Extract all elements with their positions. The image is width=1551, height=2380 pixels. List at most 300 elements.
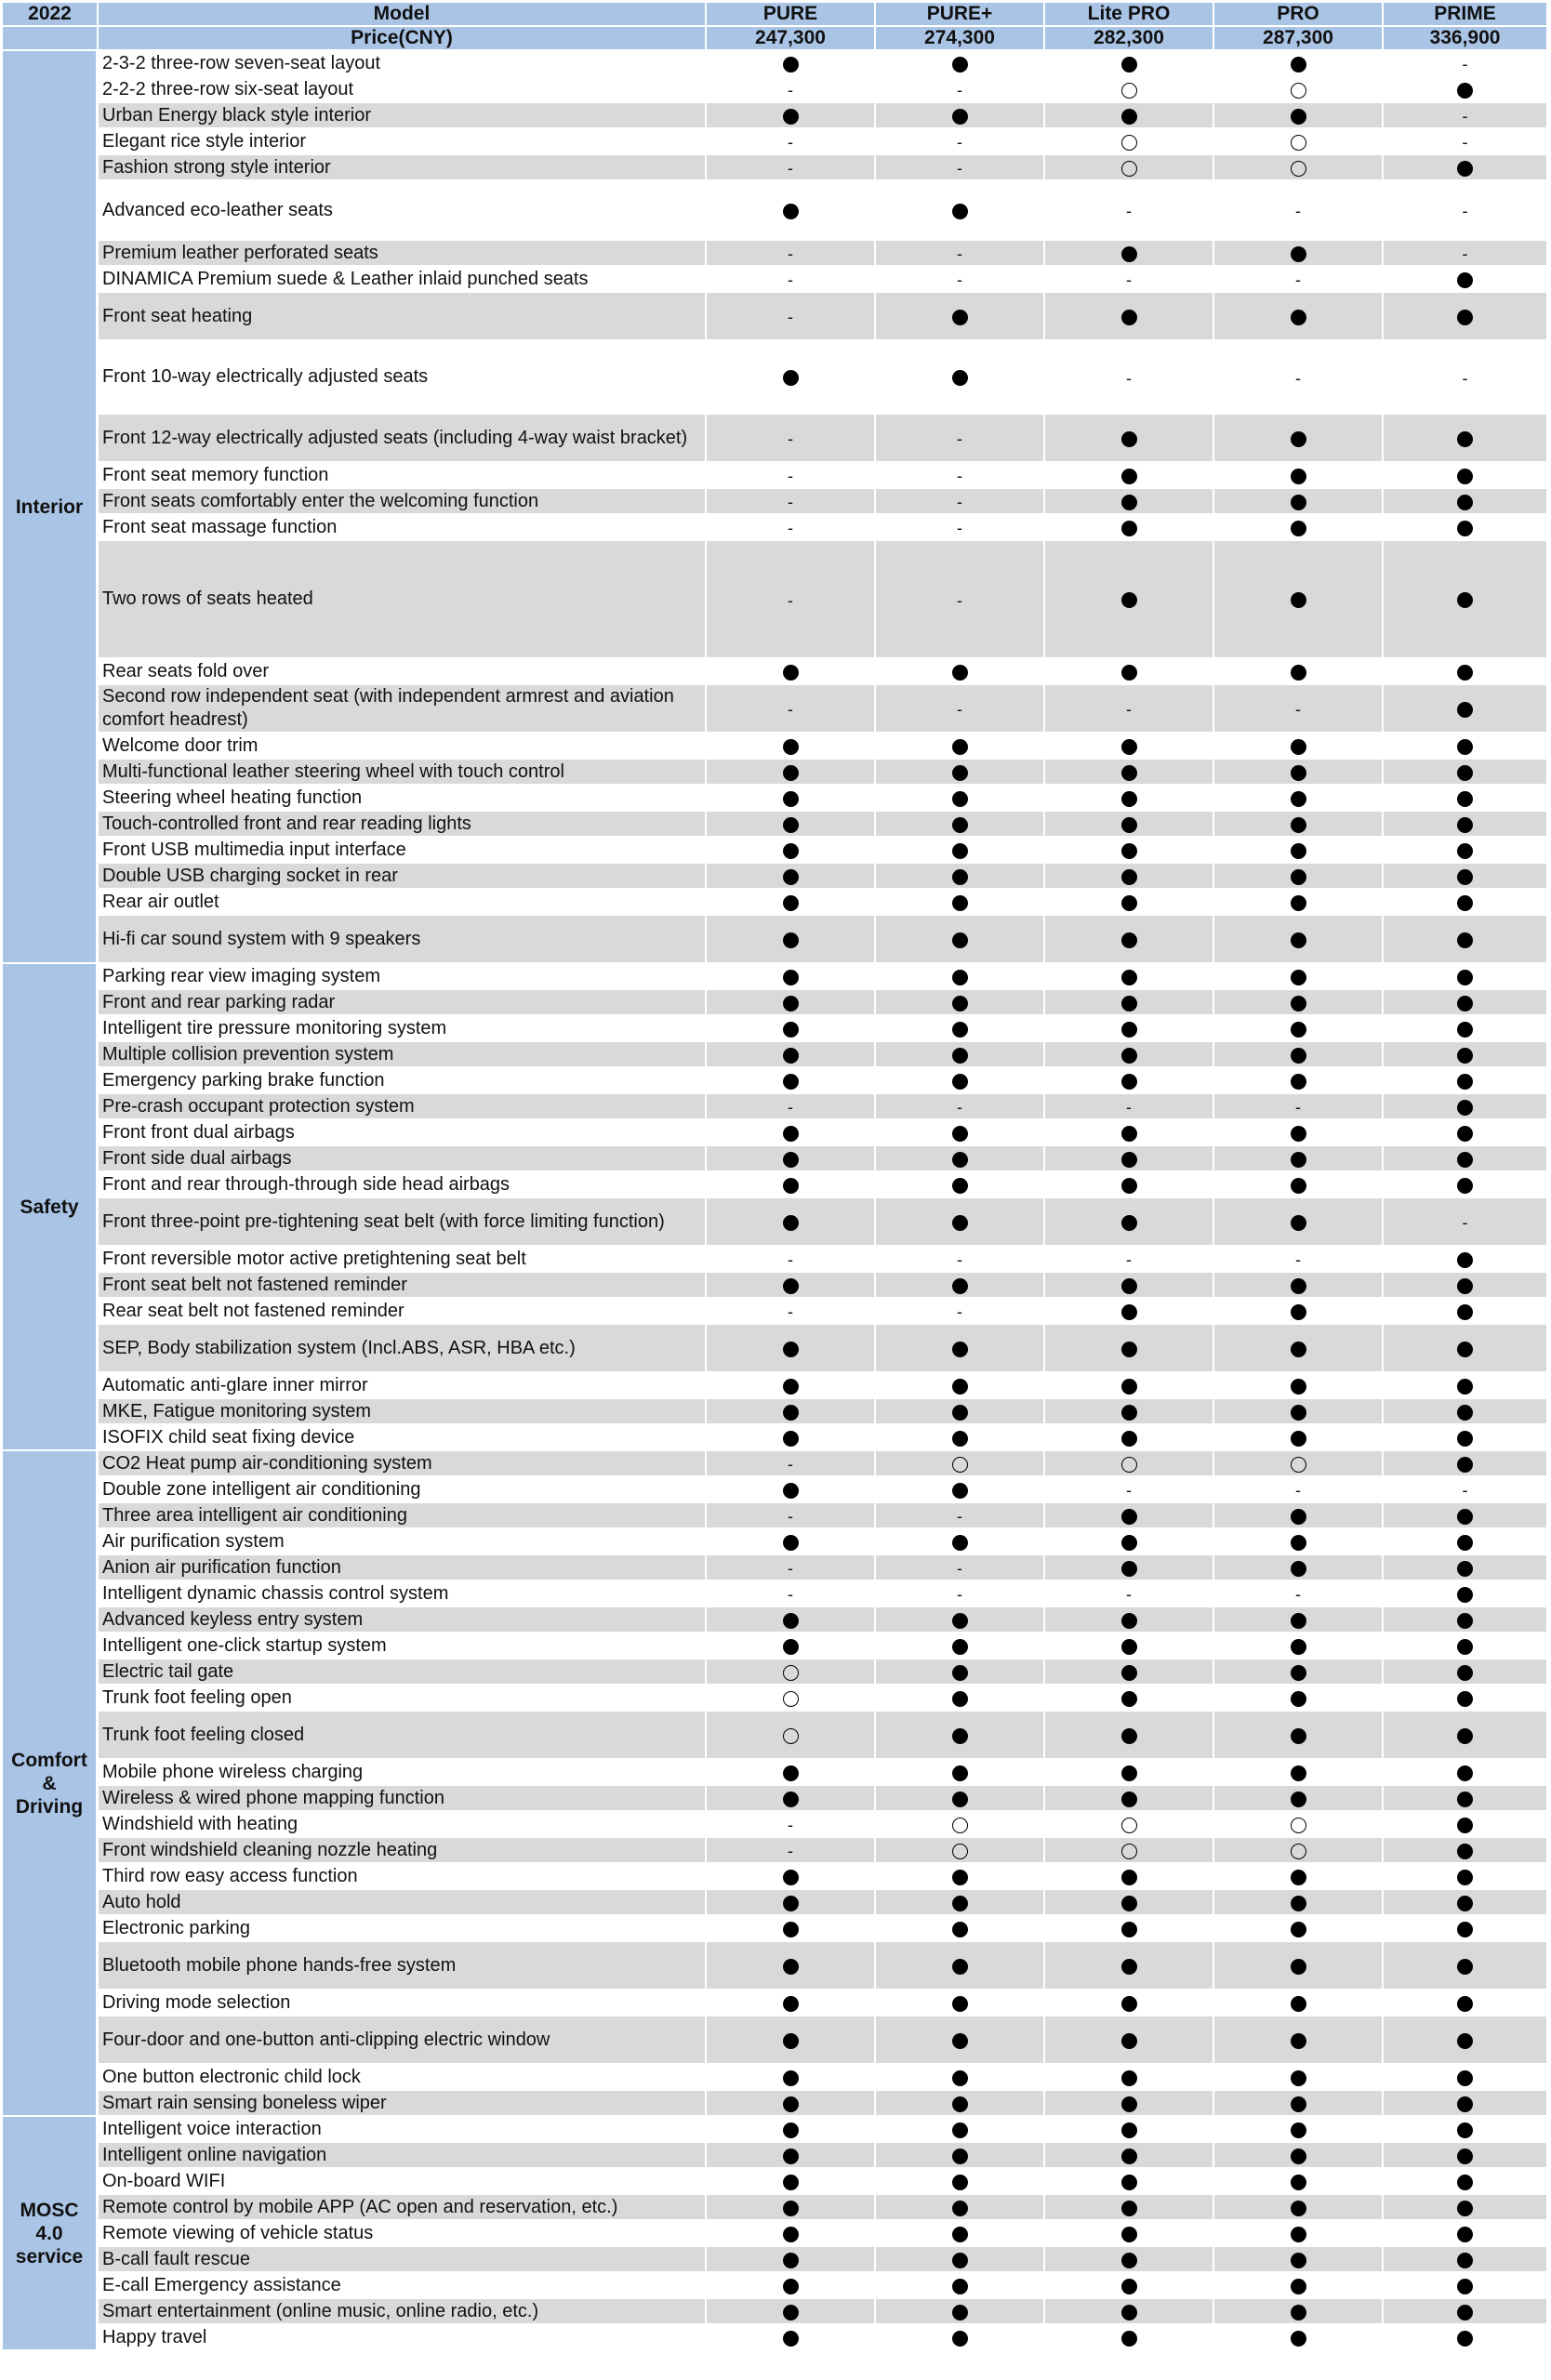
optional-circle-icon: [1291, 1457, 1306, 1473]
standard-dot-icon: [1121, 495, 1137, 510]
standard-dot-icon: [952, 1215, 968, 1231]
feature-label: Bluetooth mobile phone hands-free system: [99, 1942, 707, 1990]
availability-cell-lite-pro: [1045, 1273, 1214, 1299]
availability-cell-pro: [1214, 267, 1384, 293]
availability-cell-pure: [876, 890, 1045, 916]
availability-cell-pure: [876, 2091, 1045, 2117]
not-available-dash: -: [957, 1559, 962, 1578]
not-available-dash: -: [1462, 107, 1468, 126]
standard-dot-icon: [1121, 2096, 1137, 2112]
standard-dot-icon: [952, 1405, 968, 1421]
availability-cell-lite-pro: [1045, 2273, 1214, 2299]
availability-cell-pro: [1214, 1503, 1384, 1529]
standard-dot-icon: [1291, 2033, 1306, 2049]
standard-dot-icon: [1121, 665, 1137, 681]
standard-dot-icon: [1121, 310, 1137, 325]
availability-cell-lite-pro: [1045, 760, 1214, 786]
standard-dot-icon: [1121, 1613, 1137, 1629]
standard-dot-icon: [783, 2253, 799, 2268]
availability-cell-pure: [876, 541, 1045, 659]
spec-row: [3, 760, 1548, 786]
year-spacer: [3, 27, 99, 51]
feature-label: Advanced eco-leather seats: [99, 181, 707, 241]
standard-dot-icon: [952, 2175, 968, 2190]
availability-cell-lite-pro: [1045, 1247, 1214, 1273]
not-available-dash: -: [1462, 1481, 1468, 1500]
standard-dot-icon: [1457, 1509, 1473, 1525]
feature-label: Advanced keyless entry system: [99, 1607, 707, 1633]
standard-dot-icon: [1291, 2279, 1306, 2294]
standard-dot-icon: [1291, 1509, 1306, 1525]
standard-dot-icon: [952, 1126, 968, 1142]
availability-cell-pure: [876, 77, 1045, 103]
standard-dot-icon: [1457, 869, 1473, 885]
spec-row: [3, 1120, 1548, 1146]
standard-dot-icon: [783, 765, 799, 781]
standard-dot-icon: [783, 2279, 799, 2294]
availability-cell-lite-pro: [1045, 1373, 1214, 1399]
standard-dot-icon: [1457, 996, 1473, 1012]
standard-dot-icon: [952, 1431, 968, 1447]
availability-cell-pro: [1214, 341, 1384, 415]
standard-dot-icon: [1121, 970, 1137, 985]
availability-cell-lite-pro: [1045, 1042, 1214, 1068]
standard-dot-icon: [783, 869, 799, 885]
standard-dot-icon: [1457, 1152, 1473, 1168]
spec-row: [3, 1686, 1548, 1712]
availability-cell-pro: [1214, 760, 1384, 786]
standard-dot-icon: [783, 204, 799, 219]
availability-cell-prime: [1384, 415, 1548, 463]
category-comfort-driving: Comfort & Driving: [3, 1451, 99, 2117]
standard-dot-icon: [783, 1022, 799, 1038]
optional-circle-icon: [1121, 83, 1137, 99]
spec-row: [3, 2065, 1548, 2091]
standard-dot-icon: [1291, 1048, 1306, 1064]
standard-dot-icon: [1291, 1959, 1306, 1975]
availability-cell-lite-pro: [1045, 1068, 1214, 1094]
standard-dot-icon: [783, 1996, 799, 2012]
standard-dot-icon: [1121, 1665, 1137, 1681]
standard-dot-icon: [1457, 1379, 1473, 1395]
spec-row: [3, 964, 1548, 990]
availability-cell-lite-pro: [1045, 2299, 1214, 2325]
availability-cell-pure: [876, 1373, 1045, 1399]
standard-dot-icon: [1121, 1728, 1137, 1744]
not-available-dash: -: [957, 133, 962, 152]
availability-cell-pro: [1214, 659, 1384, 685]
availability-cell-pure: [876, 1299, 1045, 1325]
feature-label: Third row easy access function: [99, 1864, 707, 1890]
availability-cell-pro: [1214, 1120, 1384, 1146]
standard-dot-icon: [1457, 1765, 1473, 1781]
model-price: 287,300: [1214, 27, 1384, 51]
availability-cell-prime: [1384, 341, 1548, 415]
model-price: 274,300: [876, 27, 1045, 51]
standard-dot-icon: [1457, 1535, 1473, 1551]
availability-cell-prime: [1384, 1712, 1548, 1760]
feature-label: Front 10-way electrically adjusted seats: [99, 341, 707, 415]
availability-cell-lite-pro: [1045, 293, 1214, 341]
not-available-dash: -: [788, 133, 793, 152]
availability-cell-pure: [707, 812, 876, 838]
standard-dot-icon: [1121, 1379, 1137, 1395]
feature-label: Front 12-way electrically adjusted seats (including 4-way waist bracket): [99, 415, 707, 463]
availability-cell-prime: [1384, 1916, 1548, 1942]
not-available-dash: -: [788, 271, 793, 289]
availability-cell-pure: [707, 1120, 876, 1146]
standard-dot-icon: [783, 817, 799, 833]
availability-cell-pure: [707, 1399, 876, 1425]
feature-label: Rear air outlet: [99, 890, 707, 916]
availability-cell-pure: [876, 1146, 1045, 1172]
availability-cell-lite-pro: [1045, 2016, 1214, 2065]
standard-dot-icon: [783, 1342, 799, 1357]
availability-cell-pro: [1214, 786, 1384, 812]
standard-dot-icon: [952, 817, 968, 833]
spec-row: [3, 341, 1548, 415]
availability-cell-lite-pro: [1045, 2325, 1214, 2351]
availability-cell-pure: [876, 1607, 1045, 1633]
availability-cell-prime: [1384, 1068, 1548, 1094]
availability-cell-pure: [876, 1786, 1045, 1812]
standard-dot-icon: [1457, 702, 1473, 718]
availability-cell-prime: [1384, 155, 1548, 181]
availability-cell-pure: [707, 890, 876, 916]
availability-cell-prime: [1384, 2221, 1548, 2247]
feature-label: CO2 Heat pump air-conditioning system: [99, 1451, 707, 1477]
standard-dot-icon: [1121, 791, 1137, 807]
standard-dot-icon: [1457, 1728, 1473, 1744]
spec-row: [3, 1273, 1548, 1299]
availability-cell-pro: [1214, 1172, 1384, 1198]
availability-cell-prime: [1384, 1942, 1548, 1990]
standard-dot-icon: [1291, 1405, 1306, 1421]
standard-dot-icon: [783, 895, 799, 911]
spec-row: [3, 103, 1548, 129]
feature-label: Front seats comfortably enter the welcoming function: [99, 489, 707, 515]
availability-cell-pure: [707, 1942, 876, 1990]
availability-cell-pure: [707, 415, 876, 463]
availability-cell-pure: [707, 1812, 876, 1838]
availability-cell-pro: [1214, 1838, 1384, 1864]
availability-cell-pure: [876, 2273, 1045, 2299]
spec-row: [3, 838, 1548, 864]
availability-cell-prime: [1384, 1273, 1548, 1299]
standard-dot-icon: [783, 1483, 799, 1499]
availability-cell-lite-pro: [1045, 1942, 1214, 1990]
feature-label: One button electronic child lock: [99, 2065, 707, 2091]
spec-row: [3, 812, 1548, 838]
availability-cell-prime: [1384, 515, 1548, 541]
feature-label: Trunk foot feeling open: [99, 1686, 707, 1712]
not-available-dash: -: [1295, 700, 1301, 719]
standard-dot-icon: [1291, 431, 1306, 447]
standard-dot-icon: [952, 2279, 968, 2294]
availability-cell-pro: [1214, 103, 1384, 129]
optional-circle-icon: [952, 1457, 968, 1473]
feature-label: Rear seats fold over: [99, 659, 707, 685]
availability-cell-pure: [876, 1503, 1045, 1529]
availability-cell-pro: [1214, 916, 1384, 964]
feature-label: Intelligent online navigation: [99, 2143, 707, 2169]
availability-cell-pure: [707, 1451, 876, 1477]
standard-dot-icon: [1457, 1792, 1473, 1807]
standard-dot-icon: [1291, 996, 1306, 1012]
not-available-dash: -: [957, 1585, 962, 1604]
feature-label: Front and rear parking radar: [99, 990, 707, 1016]
not-available-dash: -: [957, 1507, 962, 1526]
availability-cell-pro: [1214, 515, 1384, 541]
availability-cell-lite-pro: [1045, 1760, 1214, 1786]
standard-dot-icon: [1121, 739, 1137, 755]
availability-cell-pro: [1214, 1942, 1384, 1990]
standard-dot-icon: [1121, 1509, 1137, 1525]
standard-dot-icon: [1457, 1048, 1473, 1064]
standard-dot-icon: [952, 310, 968, 325]
standard-dot-icon: [1457, 2305, 1473, 2320]
availability-cell-lite-pro: [1045, 515, 1214, 541]
availability-cell-prime: [1384, 2143, 1548, 2169]
standard-dot-icon: [1457, 1587, 1473, 1603]
availability-cell-lite-pro: [1045, 415, 1214, 463]
spec-row: [3, 1094, 1548, 1120]
availability-cell-pure: [876, 864, 1045, 890]
availability-cell-lite-pro: [1045, 541, 1214, 659]
feature-label: MKE, Fatigue monitoring system: [99, 1399, 707, 1425]
standard-dot-icon: [783, 1405, 799, 1421]
optional-circle-icon: [1291, 1844, 1306, 1859]
availability-cell-pure: [876, 2325, 1045, 2351]
feature-label: Intelligent dynamic chassis control system: [99, 1581, 707, 1607]
availability-cell-pure: [876, 267, 1045, 293]
standard-dot-icon: [1121, 2033, 1137, 2049]
standard-dot-icon: [783, 843, 799, 859]
availability-cell-prime: [1384, 1094, 1548, 1120]
standard-dot-icon: [1291, 739, 1306, 755]
availability-cell-pure: [707, 155, 876, 181]
standard-dot-icon: [1121, 1996, 1137, 2012]
standard-dot-icon: [1121, 765, 1137, 781]
standard-dot-icon: [783, 2175, 799, 2190]
standard-dot-icon: [1121, 521, 1137, 536]
availability-cell-pure: [876, 1760, 1045, 1786]
not-available-dash: -: [957, 700, 962, 719]
standard-dot-icon: [1121, 1691, 1137, 1707]
spec-row: [3, 77, 1548, 103]
not-available-dash: -: [788, 308, 793, 326]
standard-dot-icon: [783, 109, 799, 125]
feature-label: Front seat memory function: [99, 463, 707, 489]
availability-cell-prime: [1384, 293, 1548, 341]
feature-label: Three area intelligent air conditioning: [99, 1503, 707, 1529]
availability-cell-lite-pro: [1045, 1555, 1214, 1581]
feature-label: Two rows of seats heated: [99, 541, 707, 659]
availability-cell-pure: [876, 155, 1045, 181]
standard-dot-icon: [1291, 1342, 1306, 1357]
standard-dot-icon: [1457, 1178, 1473, 1194]
spec-row: [3, 864, 1548, 890]
availability-cell-pure: [876, 1864, 1045, 1890]
standard-dot-icon: [783, 2149, 799, 2164]
standard-dot-icon: [783, 970, 799, 985]
availability-cell-lite-pro: [1045, 1016, 1214, 1042]
standard-dot-icon: [783, 1178, 799, 1194]
availability-cell-lite-pro: [1045, 2247, 1214, 2273]
category-safety: Safety: [3, 964, 99, 1451]
availability-cell-lite-pro: [1045, 838, 1214, 864]
availability-cell-prime: [1384, 812, 1548, 838]
standard-dot-icon: [1121, 1639, 1137, 1655]
availability-cell-lite-pro: [1045, 864, 1214, 890]
availability-cell-lite-pro: [1045, 1120, 1214, 1146]
availability-cell-pro: [1214, 77, 1384, 103]
feature-label: Fashion strong style interior: [99, 155, 707, 181]
availability-cell-lite-pro: [1045, 890, 1214, 916]
availability-cell-pure: [876, 241, 1045, 267]
standard-dot-icon: [1457, 895, 1473, 911]
spec-row: [3, 2117, 1548, 2143]
standard-dot-icon: [1291, 1922, 1306, 1937]
standard-dot-icon: [952, 109, 968, 125]
standard-dot-icon: [952, 2331, 968, 2347]
availability-cell-pure: [707, 2195, 876, 2221]
availability-cell-prime: [1384, 541, 1548, 659]
availability-cell-prime: [1384, 181, 1548, 241]
standard-dot-icon: [1457, 1691, 1473, 1707]
availability-cell-pure: [707, 341, 876, 415]
spec-row: [3, 1373, 1548, 1399]
availability-cell-prime: [1384, 1399, 1548, 1425]
model-price: 247,300: [707, 27, 876, 51]
availability-cell-pro: [1214, 489, 1384, 515]
availability-cell-pro: [1214, 1094, 1384, 1120]
standard-dot-icon: [1121, 1765, 1137, 1781]
not-available-dash: -: [957, 493, 962, 511]
feature-label: Remote control by mobile APP (AC open and reservation, etc.): [99, 2195, 707, 2221]
availability-cell-pro: [1214, 181, 1384, 241]
availability-cell-lite-pro: [1045, 129, 1214, 155]
availability-cell-pro: [1214, 541, 1384, 659]
standard-dot-icon: [952, 2096, 968, 2112]
standard-dot-icon: [1291, 2227, 1306, 2242]
availability-cell-pure: [876, 1812, 1045, 1838]
standard-dot-icon: [1291, 2122, 1306, 2138]
standard-dot-icon: [1457, 495, 1473, 510]
availability-cell-pure: [876, 1890, 1045, 1916]
feature-label: Front reversible motor active pretightening seat belt: [99, 1247, 707, 1273]
standard-dot-icon: [952, 1048, 968, 1064]
feature-label: Multiple collision prevention system: [99, 1042, 707, 1068]
standard-dot-icon: [1291, 932, 1306, 948]
not-available-dash: -: [1295, 271, 1301, 289]
availability-cell-lite-pro: [1045, 1712, 1214, 1760]
standard-dot-icon: [1457, 2201, 1473, 2216]
standard-dot-icon: [1457, 2096, 1473, 2112]
availability-cell-prime: [1384, 1042, 1548, 1068]
standard-dot-icon: [952, 1665, 968, 1681]
standard-dot-icon: [783, 370, 799, 386]
availability-cell-lite-pro: [1045, 685, 1214, 734]
standard-dot-icon: [1457, 1342, 1473, 1357]
availability-cell-pure: [707, 2065, 876, 2091]
availability-cell-pure: [876, 2247, 1045, 2273]
availability-cell-pure: [707, 1786, 876, 1812]
not-available-dash: -: [1126, 1250, 1132, 1269]
availability-cell-pro: [1214, 2143, 1384, 2169]
standard-dot-icon: [1291, 310, 1306, 325]
standard-dot-icon: [1291, 1431, 1306, 1447]
availability-cell-prime: [1384, 1812, 1548, 1838]
feature-label: Electric tail gate: [99, 1659, 707, 1686]
standard-dot-icon: [952, 1342, 968, 1357]
standard-dot-icon: [1457, 2122, 1473, 2138]
optional-circle-icon: [783, 1665, 799, 1681]
availability-cell-pure: [707, 1016, 876, 1042]
standard-dot-icon: [1121, 1278, 1137, 1294]
availability-cell-pure: [876, 1712, 1045, 1760]
standard-dot-icon: [952, 1728, 968, 1744]
standard-dot-icon: [1291, 1639, 1306, 1655]
availability-cell-pure: [876, 812, 1045, 838]
feature-label: Windshield with heating: [99, 1812, 707, 1838]
standard-dot-icon: [1121, 1792, 1137, 1807]
availability-cell-pro: [1214, 1146, 1384, 1172]
availability-cell-pure: [876, 1068, 1045, 1094]
standard-dot-icon: [1457, 1844, 1473, 1859]
availability-cell-pure: [707, 964, 876, 990]
availability-cell-pure: [876, 415, 1045, 463]
availability-cell-pro: [1214, 1451, 1384, 1477]
feature-label: Parking rear view imaging system: [99, 964, 707, 990]
standard-dot-icon: [952, 2070, 968, 2086]
availability-cell-pro: [1214, 241, 1384, 267]
header-model-row: [3, 3, 1548, 27]
standard-dot-icon: [1291, 1152, 1306, 1168]
not-available-dash: -: [788, 1455, 793, 1474]
availability-cell-pro: [1214, 1890, 1384, 1916]
standard-dot-icon: [1457, 665, 1473, 681]
availability-cell-pro: [1214, 1581, 1384, 1607]
standard-dot-icon: [1291, 1304, 1306, 1320]
availability-cell-prime: [1384, 267, 1548, 293]
optional-circle-icon: [1121, 135, 1137, 151]
availability-cell-prime: [1384, 1146, 1548, 1172]
standard-dot-icon: [783, 1959, 799, 1975]
standard-dot-icon: [783, 1152, 799, 1168]
standard-dot-icon: [1121, 2201, 1137, 2216]
spec-row: [3, 1890, 1548, 1916]
spec-row: [3, 916, 1548, 964]
spec-row: [3, 2221, 1548, 2247]
standard-dot-icon: [1121, 932, 1137, 948]
standard-dot-icon: [1457, 843, 1473, 859]
standard-dot-icon: [1121, 1431, 1137, 1447]
availability-cell-lite-pro: [1045, 51, 1214, 77]
availability-cell-pure: [707, 1299, 876, 1325]
spec-row: [3, 1916, 1548, 1942]
standard-dot-icon: [1291, 521, 1306, 536]
not-available-dash: -: [788, 1559, 793, 1578]
availability-cell-pure: [707, 1042, 876, 1068]
feature-label: E-call Emergency assistance: [99, 2273, 707, 2299]
model-name: PURE: [707, 3, 876, 27]
availability-cell-prime: [1384, 2325, 1548, 2351]
optional-circle-icon: [1291, 1818, 1306, 1833]
availability-cell-pure: [707, 760, 876, 786]
spec-row: [3, 1607, 1548, 1633]
spec-row: [3, 1172, 1548, 1198]
